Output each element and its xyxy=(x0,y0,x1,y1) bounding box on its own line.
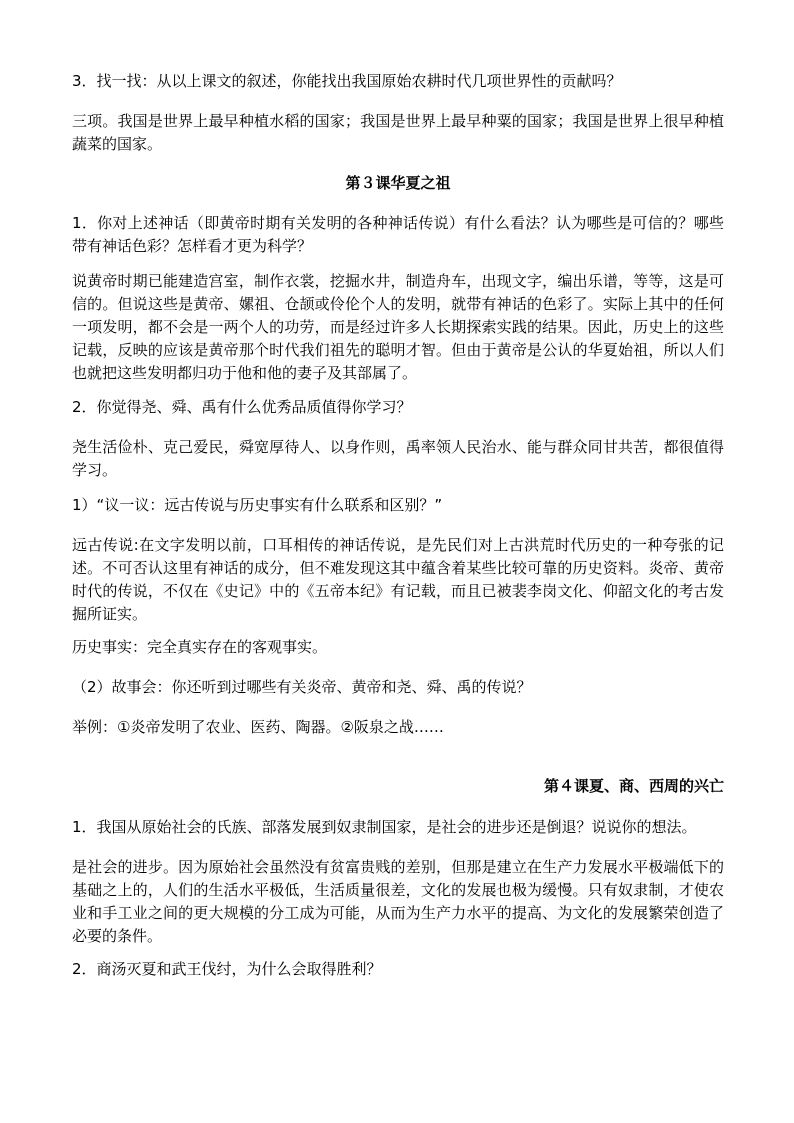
lesson-3-heading: 第３课华夏之祖 xyxy=(345,174,451,192)
answer-story-examples: 举例：①炎帝发明了农业、医药、陶器。②阪泉之战…… xyxy=(72,718,444,736)
question-find-contributions: 3．找一找：从以上课文的叙述，你能找出我国原始农耕时代几项世界性的贡献吗？ xyxy=(72,72,622,90)
question-conquests: 2．商汤灭夏和武王伐纣，为什么会取得胜利？ xyxy=(72,960,382,978)
question-virtues: 2．你觉得尧、舜、禹有什么优秀品质值得你学习？ xyxy=(72,398,412,416)
question-myths: 1．你对上述神话（即黄帝时期有关发明的各种神话传说）有什么看法？认为哪些是可信的？哪些带有神话色彩？怎样看才更为科学？ xyxy=(72,214,724,255)
answer-contributions: 三项。我国是世界上最早种植水稻的国家；我国是世界上最早种粟的国家；我国是世界上很早种植蔬菜的国家。 xyxy=(72,112,724,153)
question-story-meeting: （2）故事会：你还听到过哪些有关炎帝、黄帝和尧、舜、禹的传说？ xyxy=(72,678,532,696)
answer-myths: 说黄帝时期已能建造宫室，制作衣裳，挖掘水井，制造舟车，出现文字，编出乐谱，等等，这是可信的。但说这些是黄帝、嫘祖、仓颉或伶伦个人的发明，就带有神话的色彩了。实际上其中的任何一项发明，都不会是一两个人的功劳，而是经过许多人长期探索实践的结果。因此，历史上的这些记载，反映的应该是黄帝那个时代我们祖先的聪明才智。但由于黄帝是公认的华夏始祖，所以人们也就把这些发明都归功于他和他的妻子及其部属了。 xyxy=(72,272,724,382)
question-legend-vs-fact: 1）“议一议：远古传说与历史事实有什么联系和区别？” xyxy=(72,496,443,514)
answer-legend: 远古传说:在文字发明以前，口耳相传的神话传说，是先民们对上古洪荒时代历史的一种夸张的记述。不可否认这里有神话的成分，但不难发现这其中蕴含着某些比较可靠的历史资料。炎帝、黄帝时代的传说，不仅在《史记》中的《五帝本纪》有记载，而且已被裴李岗文化、仰韶文化的考古发掘所证实。 xyxy=(72,536,724,623)
answer-fact: 历史事实：完全真实存在的客观事实。 xyxy=(72,638,328,656)
lesson-4-heading: 第４课夏、商、西周的兴亡 xyxy=(543,777,724,795)
answer-virtues: 尧生活俭朴、克己爱民，舜宽厚待人、以身作则，禹率领人民治水、能与群众同甘共苦，都很值得学习。 xyxy=(72,438,724,479)
answer-slave-state: 是社会的进步。因为原始社会虽然没有贫富贵贱的差别，但那是建立在生产力发展水平极端低下的基础之上的，人们的生活水平极低，生活质量很差，文化的发展也极为缓慢。只有奴隶制，才使农业和手工业之间的更大规模的分工成为可能，从而为生产力水平的提高、为文化的发展繁荣创造了必要的条件。 xyxy=(72,858,724,945)
question-slave-state: 1．我国从原始社会的氏族、部落发展到奴隶制国家，是社会的进步还是倒退？说说你的想法。 xyxy=(72,818,697,836)
